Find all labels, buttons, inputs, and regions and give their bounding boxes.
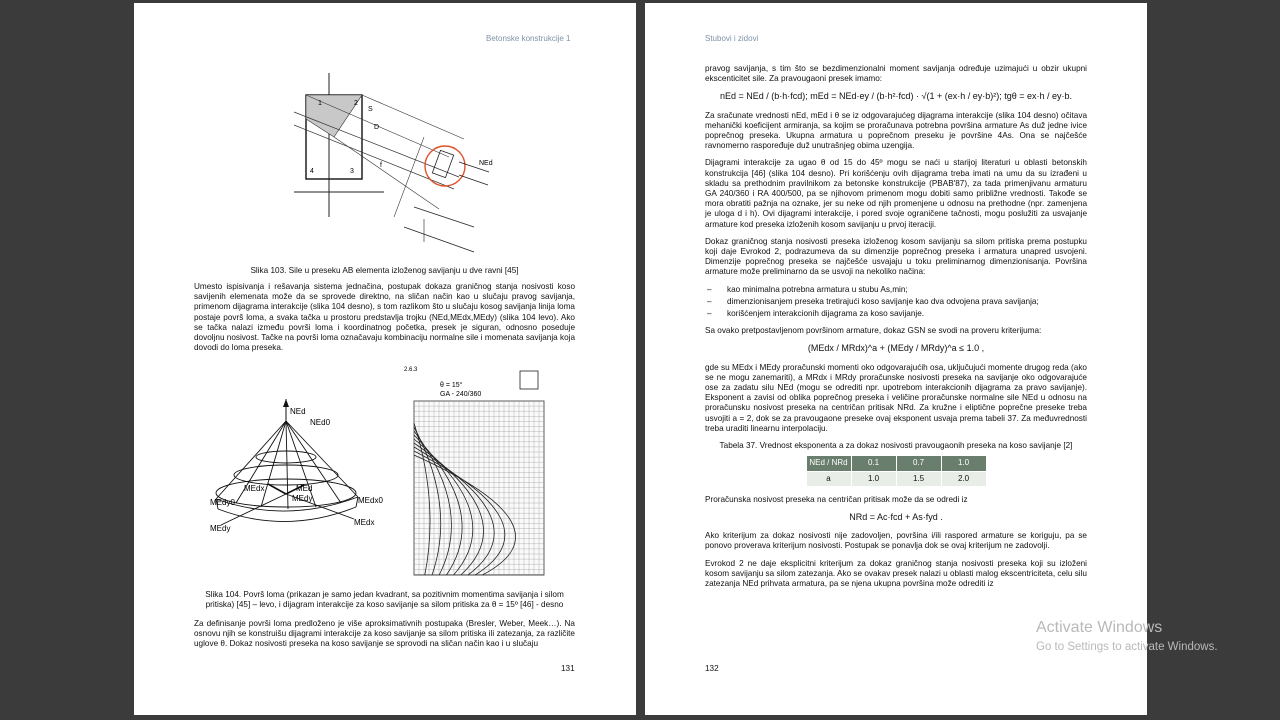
table-cell: 1.0 xyxy=(851,471,896,486)
figure-104-caption: Slika 104. Površ loma (prikazan je samo jedan kvadrant, sa pozitivnim momentima savijanja i silom pritiska) [45] – levo, i dijagram interakcije za koso savijanje sa silom pritiska za θ = 15º [46] - desno xyxy=(205,590,564,610)
fig104-label-med: MEd xyxy=(296,484,313,493)
fig103-label-1: 1 xyxy=(318,100,322,107)
figure-104-interaction-diagram xyxy=(400,363,550,585)
paragraph: Umesto ispisivanja i rešavanja sistema jednačina, postupak dokaza graničnog stanja nosivosti koso savijenih elemenata može da se sprovede direktno, na sličan način kao u slučaju pravog savijanja, primenom dijagrama interakcije (slika 104 desno), s tom razlikom što u slučaju kosog savijanja linija loma postaje površ loma, a svaka tačka u prostoru predstavlja trojku (NEd,MEdx,MEdy) (slika 104 levo). Ako se tačka nalazi između površi loma i koordinatnog početka, presek je siguran, odnosno poseduje dovoljnu nosivost. Tačke na površi loma označavaju kombinaciju normalne sile i momenata savijanja koja dovodi do loma preseka. xyxy=(194,282,575,353)
fig104-label-ned0: NEd0 xyxy=(310,418,331,427)
table-header-cell: 0.1 xyxy=(851,456,896,471)
fig103-label-4: 4 xyxy=(310,168,314,175)
table-cell: 2.0 xyxy=(941,471,986,486)
paragraph: Proračunska nosivost preseka na centričan pritisak može da se odredi iz xyxy=(705,494,968,504)
fig104-label-medx0: MEdx0 xyxy=(358,496,383,505)
fig104-label-medx: MEdx xyxy=(244,484,265,493)
fig103-label-d: D xyxy=(374,124,380,131)
fig104-theta-label: θ = 15° xyxy=(440,382,463,389)
paragraph: pravog savijanja, s tim što se bezdimenzionalni moment savijanja određuje uzimajući u obzir ukupni ekscenticitet sile. Za pravougaoni presek imamo: xyxy=(705,64,1087,84)
fig104-label-medy: MEdy xyxy=(292,494,313,503)
fig103-label-3: 3 xyxy=(350,168,354,175)
figure-103-caption: Slika 103. Sile u preseku AB elementa izloženog savijanju u dve ravni [45] xyxy=(250,266,519,275)
table-37-caption: Tabela 37. Vrednost eksponenta a za dokaz nosivosti pravougaonih preseka na koso savijanje [2] xyxy=(719,441,1073,451)
table-header-cell: NEd / NRd xyxy=(806,456,851,471)
figure-104-failure-surface xyxy=(206,399,386,539)
fig104-chart-number: 2.6.3 xyxy=(404,367,418,373)
fig104-label-medy0: MEdy0 xyxy=(210,498,235,507)
page-header: Stubovi i zidovi xyxy=(705,34,759,43)
watermark-title: Activate Windows xyxy=(1036,619,1163,636)
fig104-label-medy-bottom: MEdy xyxy=(210,524,231,533)
fig103-label-s: S xyxy=(368,106,373,113)
table-header-cell: 0.7 xyxy=(896,456,941,471)
bullet-list xyxy=(705,285,1087,320)
fig103-label-f: f xyxy=(380,162,382,169)
paragraph: Dijagrami interakcije za ugao θ od 15 do 45º mogu se naći u starijoj literaturi u oblasti betonskih konstrukcija [46] (slika 104 desno). Pri korišćenju ovih dijagrama treba imati na umu da su izrađeni u skladu sa prethodnim pravilnikom za betonske konstrukcije (PBAB'87), za tada primenjivanu armaturu GA 240/360 i RA 400/500, pa se njihovom primenom mogu dobiti samo približne vrednosti. Takođe se mora obratiti pažnja na oznake, jer su neke od njih promenjene u odnosu na prethodne (npr. zamenjena je uloga d i h). Ovi dijagrami interakcije, i pored svoje ograničene tačnosti, mogu poslužiti za usvajanje armature kod preseka izloženih kosom savijanju u prvoj iteraciji. xyxy=(705,158,1087,229)
page-header: Betonske konstrukcije 1 xyxy=(486,34,571,43)
paragraph: Sa ovako pretpostavljenom površinom armature, dokaz GSN se svodi na proveru kriterijuma: xyxy=(705,326,1042,336)
paragraph: Evrokod 2 ne daje eksplicitni kriterijum za dokaz graničnog stanja nosivosti preseka koji su izloženi kosom savijanju sa silom zatezanja. Ako se ovakav presek nalazi u oblasti malog ekscentriciteta, celu silu zatezanja NEd prihvata armatura, pa se njena ukupna površina može odrediti iz xyxy=(705,558,1087,588)
figure-103 xyxy=(274,67,504,265)
equation-3: NRd = Ac·fcd + As·fyd . xyxy=(849,511,943,522)
list-item: – korišćenjem interakcionih dijagrama za koso savijanje. xyxy=(705,309,1087,319)
left-page xyxy=(134,3,636,715)
table-37 xyxy=(806,455,987,486)
list-item: – dimenzionisanjem preseka tretirajući koso savijanje kao dva odvojena prava savijanja; xyxy=(705,297,1087,307)
fig104-label-medx-bottom: MEdx xyxy=(354,518,375,527)
fig103-label-ned: NEd xyxy=(479,160,493,167)
paragraph: gde su MEdx i MEdy proračunski momenti oko odgovarajućih osa, uključujući momente drugog reda (ako se ne mogu zanemariti), a MRdx i MRdy proračunske nosivosti preseka na savijanje oko odgovarajuće ose za zadatu silu NEd (mogu se odrediti npr. upotrebom interakcionih dijagrama za pravo savijanje). Eksponent a zavisi od oblika poprečnog preseka i veličine proračunske normalne sile NEd u odnosu na proračunsku nosivost preseka na centričan pritisak NRd. Za kružne i eliptične poprečne preseke treba usvojiti a = 2, dok se za pravougaone preseke ovaj eksponent usvaja prema tabeli 37. Za međuvrednosti treba uraditi linearnu interpolaciju. xyxy=(705,362,1087,433)
page-number: 132 xyxy=(705,664,719,673)
fig104-steel-label: GA - 240/360 xyxy=(440,391,482,398)
page-number: 131 xyxy=(561,664,575,673)
table-cell: 1.5 xyxy=(896,471,941,486)
fig104-label-ned: NEd xyxy=(290,407,306,416)
paragraph: Za definisanje površi loma predloženo je više aproksimativnih postupaka (Bresler, Weber, Meek…). Na osnovu njih se konstruišu dijagrami interakcije za koso savijanje sa silom pritiska ili zatezanja, za različite uglove θ. Dokaz nosivosti preseka na koso savijanje se sprovodi na sličan način kao i u slučaju xyxy=(194,619,575,649)
paragraph: Za sračunate vrednosti nEd, mEd i θ se iz odgovarajućeg dijagrama interakcije (slika 104 desno) očitava mehanički koeficijent armiranja, sa kojim se proračunava potrebna površina armature As duž jedne ivice poprečnog preseka. Ukupna armatura u poprečnom preseku je površine 4As. Ona se najčešće ravnomerno raspoređuje duž unutrašnjeg obima uzengija. xyxy=(705,110,1087,151)
right-page xyxy=(645,3,1147,715)
paragraph: Ako kriterijum za dokaz nosivosti nije zadovoljen, površina i/ili raspored armature se koriguju, pa se ponovo proverava kriterijum nosivosti. Postupak se ponavlja dok se ovaj kriterijum ne zadovolji. xyxy=(705,531,1087,551)
fig103-label-2: 2 xyxy=(354,100,358,107)
paragraph: Dokaz graničnog stanja nosivosti preseka izloženog kosom savijanju sa silom pritiska prema postupku koji daje Evrokod 2, podrazumeva da su dimenzije poprečnog preseka i armatura unapred usvojeni. Dimenzije poprečnog preseka se najčešće usvajaju u toku preliminarnog dimenzionisanja. Površina armature može preliminarno da se usvoji na nekoliko načina: xyxy=(705,236,1087,277)
watermark-subtitle: Go to Settings to activate Windows. xyxy=(1036,641,1218,653)
equation-2: (MEdx / MRdx)^a + (MEdy / MRdy)^a ≤ 1.0 , xyxy=(807,343,985,354)
table-header-cell: 1.0 xyxy=(941,456,986,471)
table-cell: a xyxy=(806,471,851,486)
activation-watermark xyxy=(1036,619,1218,653)
list-item: – kao minimalna potrebna armatura u stubu As,min; xyxy=(705,285,1087,295)
equation-1: nEd = NEd / (b·h·fcd); mEd = NEd·ey / (b·h²·fcd) · √(1 + (ex·h / ey·b)²); tgθ = ex·h / ey·b. xyxy=(719,91,1073,102)
